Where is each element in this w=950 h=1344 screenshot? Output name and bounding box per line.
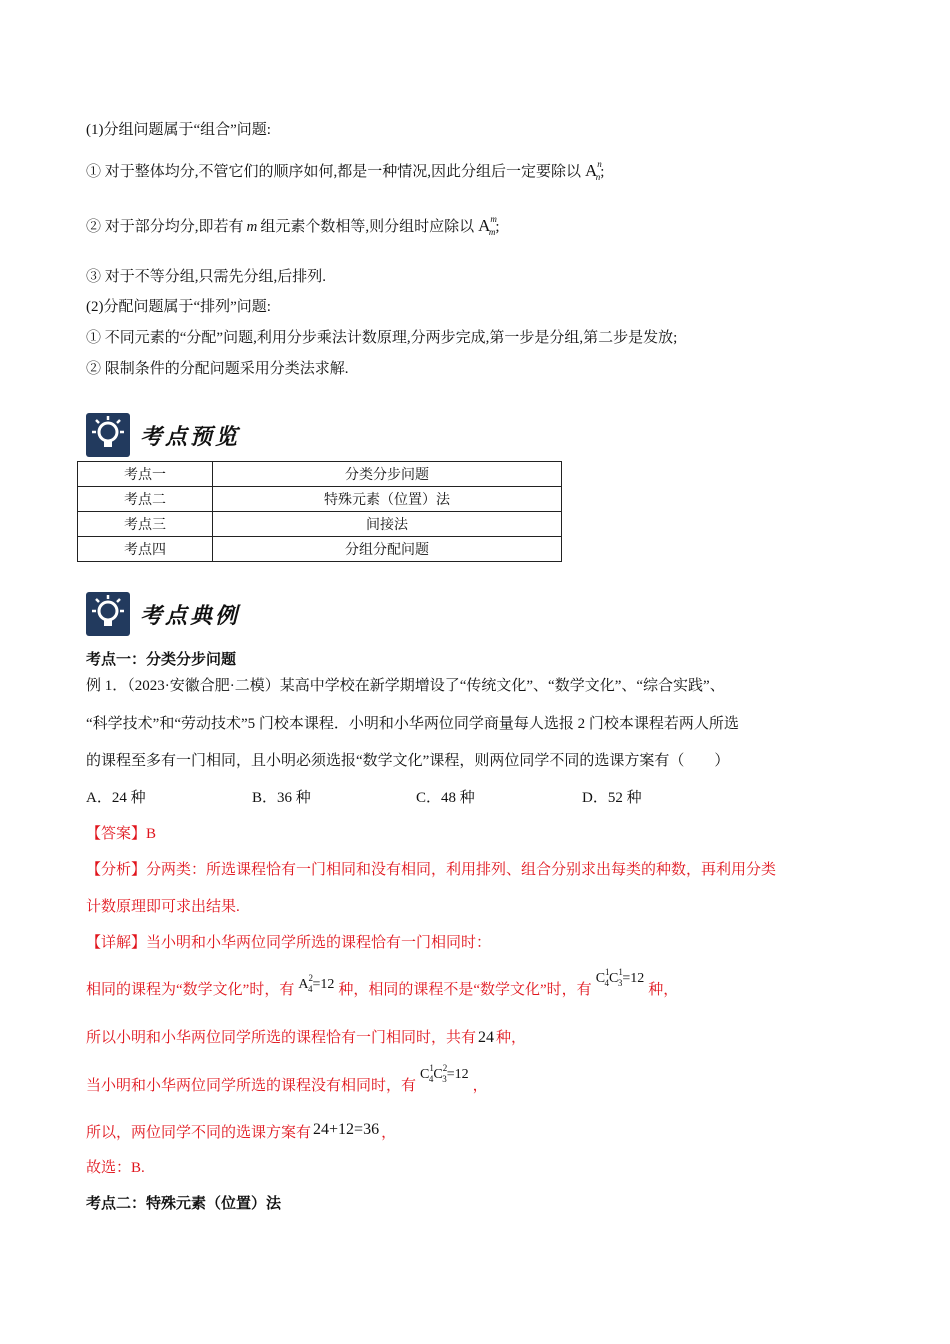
intro-p4: ③ 对于不等分组,只需先分组,后排列. <box>86 269 327 285</box>
option-c: C．48 种 <box>416 790 475 806</box>
formula-C41-C32: $C^1_4C^2_3=12$ <box>420 1063 469 1084</box>
intro-p2: ① 对于整体均分,不管它们的顺序如何,都是一种情况,因此分组后一定要除以 $A^n_n$; <box>86 159 605 182</box>
detail-line-6: 故选：B. <box>86 1160 145 1176</box>
intro-p7: ② 限制条件的分配问题采用分类法求解. <box>86 361 349 377</box>
section-heading-2: 考点二：特殊元素（位置）法 <box>86 1196 282 1212</box>
option-a: A．24 种 <box>86 790 146 806</box>
section-heading-1: 考点一：分类分步问题 <box>86 652 237 668</box>
overview-table <box>77 461 562 562</box>
banner-overview <box>86 409 240 461</box>
banner-overview-title: 考点预览 <box>140 423 241 450</box>
formula-24: 24 <box>478 1029 495 1046</box>
intro-p6: ① 不同元素的“分配”问题,利用分步乘法计数原理,分两步完成,第一步是分组,第二步是发放; <box>86 330 678 346</box>
table-cell-value: 分组分配问题 <box>213 537 562 562</box>
example-line-3: 的课程至多有一门相同，且小明必须选报“数学文化”课程，则两位同学不同的选课方案有（ ） <box>86 753 730 769</box>
option-d: D．52 种 <box>582 790 642 806</box>
table-row <box>78 462 562 487</box>
option-b: B．36 种 <box>252 790 311 806</box>
formula-A-m-m: $A^m_m$ <box>478 214 497 237</box>
formula-C41-C31: $C^1_4C^1_3=12$ <box>595 967 645 988</box>
lightbulb-icon <box>86 592 130 636</box>
table-cell-label: 考点四 <box>78 537 213 562</box>
table-row <box>78 512 562 537</box>
analysis-line-2: 计数原理即可求出结果. <box>86 899 240 915</box>
banner-examples <box>86 588 240 640</box>
analysis-line-1: 【分析】分两类：所选课程恰有一门相同和没有相同，利用排列、组合分别求出每类的种数，再利用分类 <box>86 862 777 878</box>
formula-A-n-n: $A^n_n$ <box>585 159 602 182</box>
table-cell-label: 考点二 <box>78 487 213 512</box>
detail-line-4: 当小明和小华两位同学所选的课程没有相同时，有$C^1_4C^2_3=12$， <box>86 1063 488 1094</box>
detail-line-3: 所以小明和小华两位同学所选的课程恰有一门相同时，共有 24 种， <box>86 1029 527 1046</box>
table-cell-label: 考点三 <box>78 512 213 537</box>
table-row <box>78 537 562 562</box>
table-row <box>78 487 562 512</box>
formula-A42: $A^2_4=12$ <box>298 973 335 994</box>
intro-p1: (1)分组问题属于“组合”问题: <box>86 122 271 138</box>
table-cell-label: 考点一 <box>78 462 213 487</box>
formula-sum: 24+12=36 <box>313 1121 380 1138</box>
detail-line-1: 【详解】当小明和小华两位同学所选的课程恰有一门相同时： <box>86 935 492 951</box>
detail-line-2: 相同的课程为“数学文化”时，有 $A^2_4=12$ 种，相同的课程不是“数学文化”时，有$C^1_4C^1_3=12$种， <box>86 967 679 998</box>
example-line-1: 例 1．（2023·安徽合肥·二模）某高中学校在新学期增设了“传统文化”、“数学文化”、“综合实践”、 <box>86 678 725 694</box>
lightbulb-icon <box>86 413 130 457</box>
table-cell-value: 间接法 <box>213 512 562 537</box>
table-cell-value: 特殊元素（位置）法 <box>213 487 562 512</box>
answer-line: 【答案】B <box>86 826 157 842</box>
detail-line-5: 所以，两位同学不同的选课方案有 24+12=36 ， <box>86 1121 397 1141</box>
example-line-2: “科学技术”和“劳动技术”5 门校本课程．小明和小华两位同学商量每人选报 2 门校本课程若两人所选 <box>86 716 739 732</box>
intro-p5: (2)分配问题属于“排列”问题: <box>86 299 271 315</box>
table-cell-value: 分类分步问题 <box>213 462 562 487</box>
banner-examples-title: 考点典例 <box>140 602 241 629</box>
intro-p3: ② 对于部分均分,即若有 m 组元素个数相等,则分组时应除以 $A^m_m$; <box>86 214 500 237</box>
